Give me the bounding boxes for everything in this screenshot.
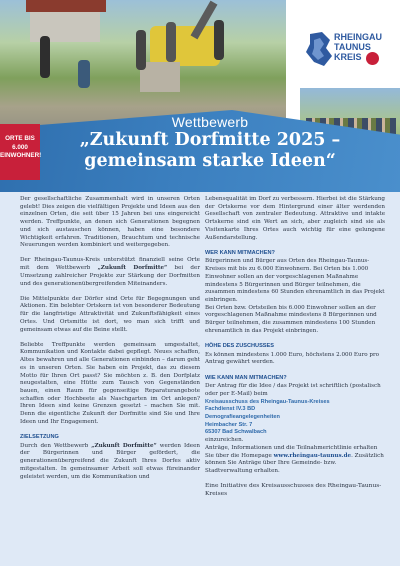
section-heading-mitmachen: WIE KANN MAN MITMACHEN? [205,374,287,381]
eligibility-paragraph: Bürgerinnen und Bürger aus Orten des Rheingau-Taunus-Kreises mit bis zu 6.000 Einwohnern. Bei Orten bis 1.000 Einwohner sollen an der vorgeschlagenen Maßnahme mindestens 5 Bürgerinnen und Bürger teilnehmen, die zusammen mindestens 60 Stunden ehrenamtlich in das Projekt einbringen. [205,258,385,303]
competition-name: „Zukunft Dorfmitte“ [91,442,157,449]
excavator-shape [150,26,220,66]
page-title-line1: „Zukunft Dorfmitte 2025 – [79,130,341,150]
text-span: Der Rheingau-Taunus-Kreis unterstützt finanziell seine Orte mit dem Wettbewerb [20,257,200,272]
meeting-points-paragraph: Beliebte Treffpunkte werden gemeinsam umgestaltet, Kommunikation und Kontakte dabei gepflegt. Neues schaffen, Altes bewahren und alle Generationen einbinden – darum geht es in unseren Orten. Sie haben ein Projekt, das zu diesem Motto für Ihren Ort passt? Sie möchten z. B. den Dorfplatz neugestalten, eine Hütte zum Tausch von Gegenständen bauen, einen Raum für gegenseitige Reparaturangebote schaffen oder Hochbeete als Naschgarten im Ort anlegen? Ihren Ideen sind keine Grenzen gesetzt – machen Sie mit. Denn die eigentliche Zukunft der Dorfmitte sind Sie und Ihre Ideen und Ihr Engagement. [20,341,200,425]
address-line: Heimbacher Str. 7 [205,421,253,428]
competition-name: „Zukunft Dorfmitte“ [97,265,168,272]
address-line: Demografieangelegenheiten [205,414,280,421]
badge-line: EINWOHNER! [0,152,42,159]
kreis-map-icon [302,30,334,70]
section-heading-wer: WER KANN MITMACHEN? [205,249,275,256]
text-span: . Zusätzlich können Sie Anträge über Ihre Gemeinde- bzw. Stadtverwaltung erhalten. [205,452,384,474]
section-heading-zielsetzung: ZIELSETZUNG [20,433,59,440]
person-shape [136,30,146,70]
logo-line: RHEINGAU [334,32,383,42]
text-span: werden Ideen der Bürgerinnen und Bürger gefördert, die generationenübergreifend die Zukunft Ihres Dorfes aktiv mitgestalten. In gemeinsamer Arbeit soll etwas füreinander geleistet werden, um die Kommunikation und [20,442,200,480]
banner-title [40,114,380,172]
goal-paragraph [20,443,200,482]
quality-paragraph: Lebensqualität im Dorf zu verbessern. Hierbei ist die Stärkung der Ortskerne vor dem Hintergrund einer älter werdenden Gesellschaft von zentraler Bedeutung. Attraktive und intakte Ortskerne sind ein Wert an sich, aber zugleich sind sie als Visitenkarte Ihres Ortes auch wichtig für eine gelungene Außendarstellung. [205,196,385,241]
rheingau-taunus-logo [300,28,400,76]
page-title-line2: gemeinsam starke Ideen“ [84,151,336,171]
address-line: 65307 Bad Schwalbach [205,429,267,436]
logo-line: TAUNUS [334,42,371,52]
intro-paragraph: Der gesellschaftliche Zusammenhalt wird in unseren Orten gelebt! Dies zeigen die vielfältigen Projekte und Ideen aus den einzelnen Orten, die seit über 15 Jahren bei uns eingereicht werden. Treffpunkte, an denen sich Generationen begegnen und sich austauschen können, haben eine besondere Wichtigkeit erfahren. Traditionen, Brauchtum und technische Neuerungen werden kombiniert und weitergegeben. [20,196,200,249]
submit-note: einzureichen. [205,437,244,444]
homepage-link[interactable]: www.rheingau-taunus.de [273,452,352,459]
initiative-paragraph: Eine Initiative des Kreisausschusses des Rheingau-Taunus-Kreises [205,483,382,497]
application-paragraph: Der Antrag für die Idee / das Projekt ist schriftlich (postalisch oder per E-Mail) beim [205,383,381,397]
text-span: bei der Umsetzung zahlreicher Projekte zur Stärkung der Dorfmitten und des generationenübergreifenden Miteinanders. [20,265,200,287]
grant-paragraph: Es können mindestens 1.000 Euro, höchstens 2.000 Euro pro Antrag gewährt werden. [205,351,380,366]
text-span: Durch den Wettbewerb [20,442,92,449]
info-paragraph [205,445,385,476]
section-heading-zuschuss: HÖHE DES ZUSCHUSSES [205,342,275,349]
left-column [20,196,200,489]
address-line: Kreisausschuss des Rheingau-Taunus-Kreises [205,398,330,405]
right-column [205,196,385,506]
person-shape [40,36,50,78]
stones-shape [140,62,180,92]
eligibility-paragraph-2: Bei Orten bzw. Ortsteilen bis 6.000 Einwohner sollen an der vorgeschlagenen Maßnahme mindestens 8 Bürgerinnen und Bürger teilnehmen, die zusammen mindestens 100 Stunden ehrenamtlich in das Projekt einbringen. [205,304,377,334]
support-paragraph [20,257,200,288]
badge-line: 6.000 [12,143,28,151]
competition-label: Wettbewerb [171,114,249,130]
village-centre-paragraph: Die Mittelpunkte der Dörfer sind Orte für Begegnungen und Aktionen. Ein belebter Ortskern ist von besonderer Bedeutung für die langfristige Attraktivität und Zukunftsfähigkeit eines Ortes. Und Ortsmitte ist dort, wo man sich trifft und gemeinsam etwas auf die Beine stellt. [20,295,200,333]
person-shape [214,20,224,60]
header [0,0,400,192]
address-line: Fachdienst IV.3 BD [205,406,256,413]
text-span: Anträge, Informationen und die Teilnahmerichtlinie erhalten Sie über die Homepage [205,444,378,459]
person-shape [78,60,90,88]
badge-line: ORTE BIS [5,135,35,142]
roof-shape [26,0,106,12]
logo-line: KREIS [334,52,362,62]
person-shape [166,22,176,62]
population-badge [0,124,40,180]
coat-of-arms-icon [366,52,379,65]
